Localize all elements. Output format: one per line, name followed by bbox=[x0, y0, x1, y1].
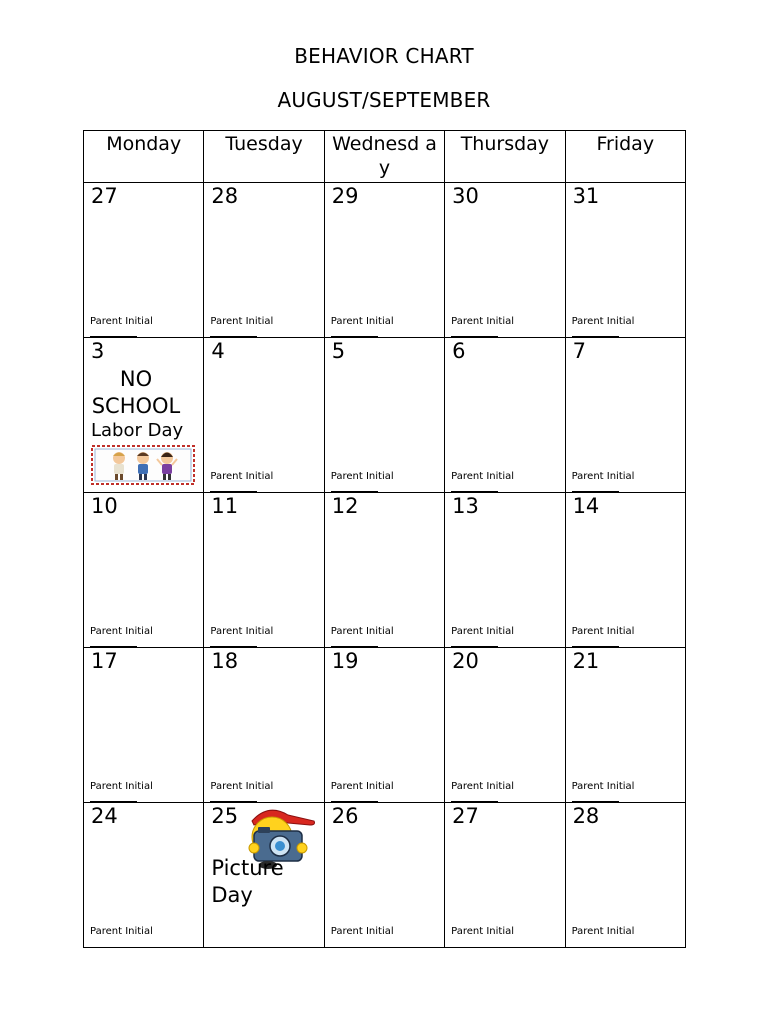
parent-initial-label: Parent Initial bbox=[451, 781, 515, 792]
no-school-text: NO bbox=[119, 367, 153, 391]
parent-initial-label: Parent Initial bbox=[330, 316, 394, 327]
parent-initial-label: Parent Initial bbox=[571, 626, 635, 637]
parent-initial-label: Parent Initial bbox=[451, 926, 515, 937]
parent-initial-label: Parent Initial bbox=[571, 471, 635, 482]
date-number: 30 bbox=[452, 184, 479, 208]
date-number: 7 bbox=[572, 339, 586, 363]
day-header-friday: Friday bbox=[565, 131, 685, 183]
day-cell bbox=[445, 648, 565, 803]
date-number: 26 bbox=[331, 804, 359, 828]
day-cell bbox=[204, 648, 324, 803]
parent-initial-label: Parent Initial bbox=[451, 471, 515, 482]
day-cell bbox=[445, 493, 565, 648]
date-number: 4 bbox=[211, 339, 225, 363]
day-cell bbox=[84, 493, 204, 648]
date-number: 18 bbox=[211, 649, 239, 673]
parent-initial-label: Parent Initial bbox=[90, 626, 153, 637]
day-header-thursday: Thursday bbox=[445, 131, 565, 183]
parent-initial-label: Parent Initial bbox=[571, 316, 635, 327]
date-number: 13 bbox=[452, 494, 479, 518]
picture-day-note bbox=[211, 855, 283, 909]
date-number: 19 bbox=[331, 649, 359, 673]
labor-day-note bbox=[92, 366, 202, 489]
parent-initial-label: Parent Initial bbox=[210, 471, 274, 482]
date-number: 29 bbox=[331, 184, 359, 208]
parent-initial-label: Parent Initial bbox=[210, 626, 274, 637]
day-cell bbox=[204, 493, 324, 648]
parent-initial-label: Parent Initial bbox=[90, 926, 153, 937]
parent-initial-label: Parent Initial bbox=[330, 626, 394, 637]
day-header-tuesday: Tuesday bbox=[204, 131, 324, 183]
day-cell bbox=[204, 338, 324, 493]
parent-initial-label: Parent Initial bbox=[571, 926, 635, 937]
day-cell bbox=[445, 183, 565, 338]
date-number: 6 bbox=[452, 339, 466, 363]
day-cell bbox=[565, 648, 685, 803]
no-school-text: SCHOOL bbox=[91, 394, 181, 418]
day-cell bbox=[565, 338, 685, 493]
date-number: 5 bbox=[331, 339, 346, 363]
week-row bbox=[84, 183, 686, 338]
parent-initial-label: Parent Initial bbox=[571, 781, 635, 792]
date-number: 21 bbox=[572, 649, 600, 673]
parent-initial-label: Parent Initial bbox=[90, 316, 153, 327]
day-cell bbox=[84, 183, 204, 338]
date-number: 14 bbox=[572, 494, 600, 518]
day-cell bbox=[565, 493, 685, 648]
date-number: 12 bbox=[331, 494, 359, 518]
day-cell bbox=[445, 803, 565, 948]
parent-initial-label: Parent Initial bbox=[330, 471, 394, 482]
day-cell bbox=[565, 803, 685, 948]
day-header-row bbox=[84, 131, 686, 183]
day-cell bbox=[324, 493, 444, 648]
date-number: 17 bbox=[91, 649, 118, 673]
day-cell bbox=[84, 648, 204, 803]
day-cell bbox=[324, 803, 444, 948]
labor-day-text: Labor Day bbox=[91, 420, 184, 441]
date-number: 25 bbox=[211, 804, 239, 828]
parent-initial-label: Parent Initial bbox=[210, 316, 274, 327]
picture-day-text: Day bbox=[211, 883, 253, 907]
date-number: 24 bbox=[91, 804, 118, 828]
date-number: 28 bbox=[572, 804, 600, 828]
day-cell-picture-day bbox=[204, 803, 324, 948]
day-cell bbox=[324, 338, 444, 493]
day-cell bbox=[204, 183, 324, 338]
week-row bbox=[84, 338, 686, 493]
date-number: 27 bbox=[91, 184, 118, 208]
date-number: 10 bbox=[91, 494, 118, 518]
children-clipart-icon bbox=[91, 445, 202, 489]
day-header-monday: Monday bbox=[84, 131, 204, 183]
date-number: 31 bbox=[572, 184, 600, 208]
page-subtitle: AUGUST/SEPTEMBER bbox=[277, 88, 491, 112]
day-header-wednesday: Wednesd ay bbox=[324, 131, 444, 183]
date-number: 3 bbox=[91, 339, 105, 363]
parent-initial-label: Parent Initial bbox=[451, 626, 515, 637]
day-cell bbox=[324, 648, 444, 803]
day-cell bbox=[445, 338, 565, 493]
parent-initial-label: Parent Initial bbox=[330, 781, 394, 792]
day-cell-labor-day bbox=[84, 338, 204, 493]
day-cell bbox=[324, 183, 444, 338]
week-row bbox=[84, 803, 686, 948]
calendar-table bbox=[83, 130, 686, 948]
date-number: 11 bbox=[211, 494, 239, 518]
day-cell bbox=[84, 803, 204, 948]
day-cell bbox=[565, 183, 685, 338]
page-title: BEHAVIOR CHART bbox=[294, 44, 474, 68]
parent-initial-label: Parent Initial bbox=[451, 316, 515, 327]
parent-initial-label: Parent Initial bbox=[330, 926, 394, 937]
week-row bbox=[84, 648, 686, 803]
date-number: 28 bbox=[211, 184, 239, 208]
date-number: 20 bbox=[452, 649, 479, 673]
parent-initial-label: Parent Initial bbox=[210, 781, 274, 792]
picture-day-text: Picture bbox=[211, 856, 284, 880]
date-number: 27 bbox=[452, 804, 479, 828]
week-row bbox=[84, 493, 686, 648]
parent-initial-label: Parent Initial bbox=[90, 781, 153, 792]
